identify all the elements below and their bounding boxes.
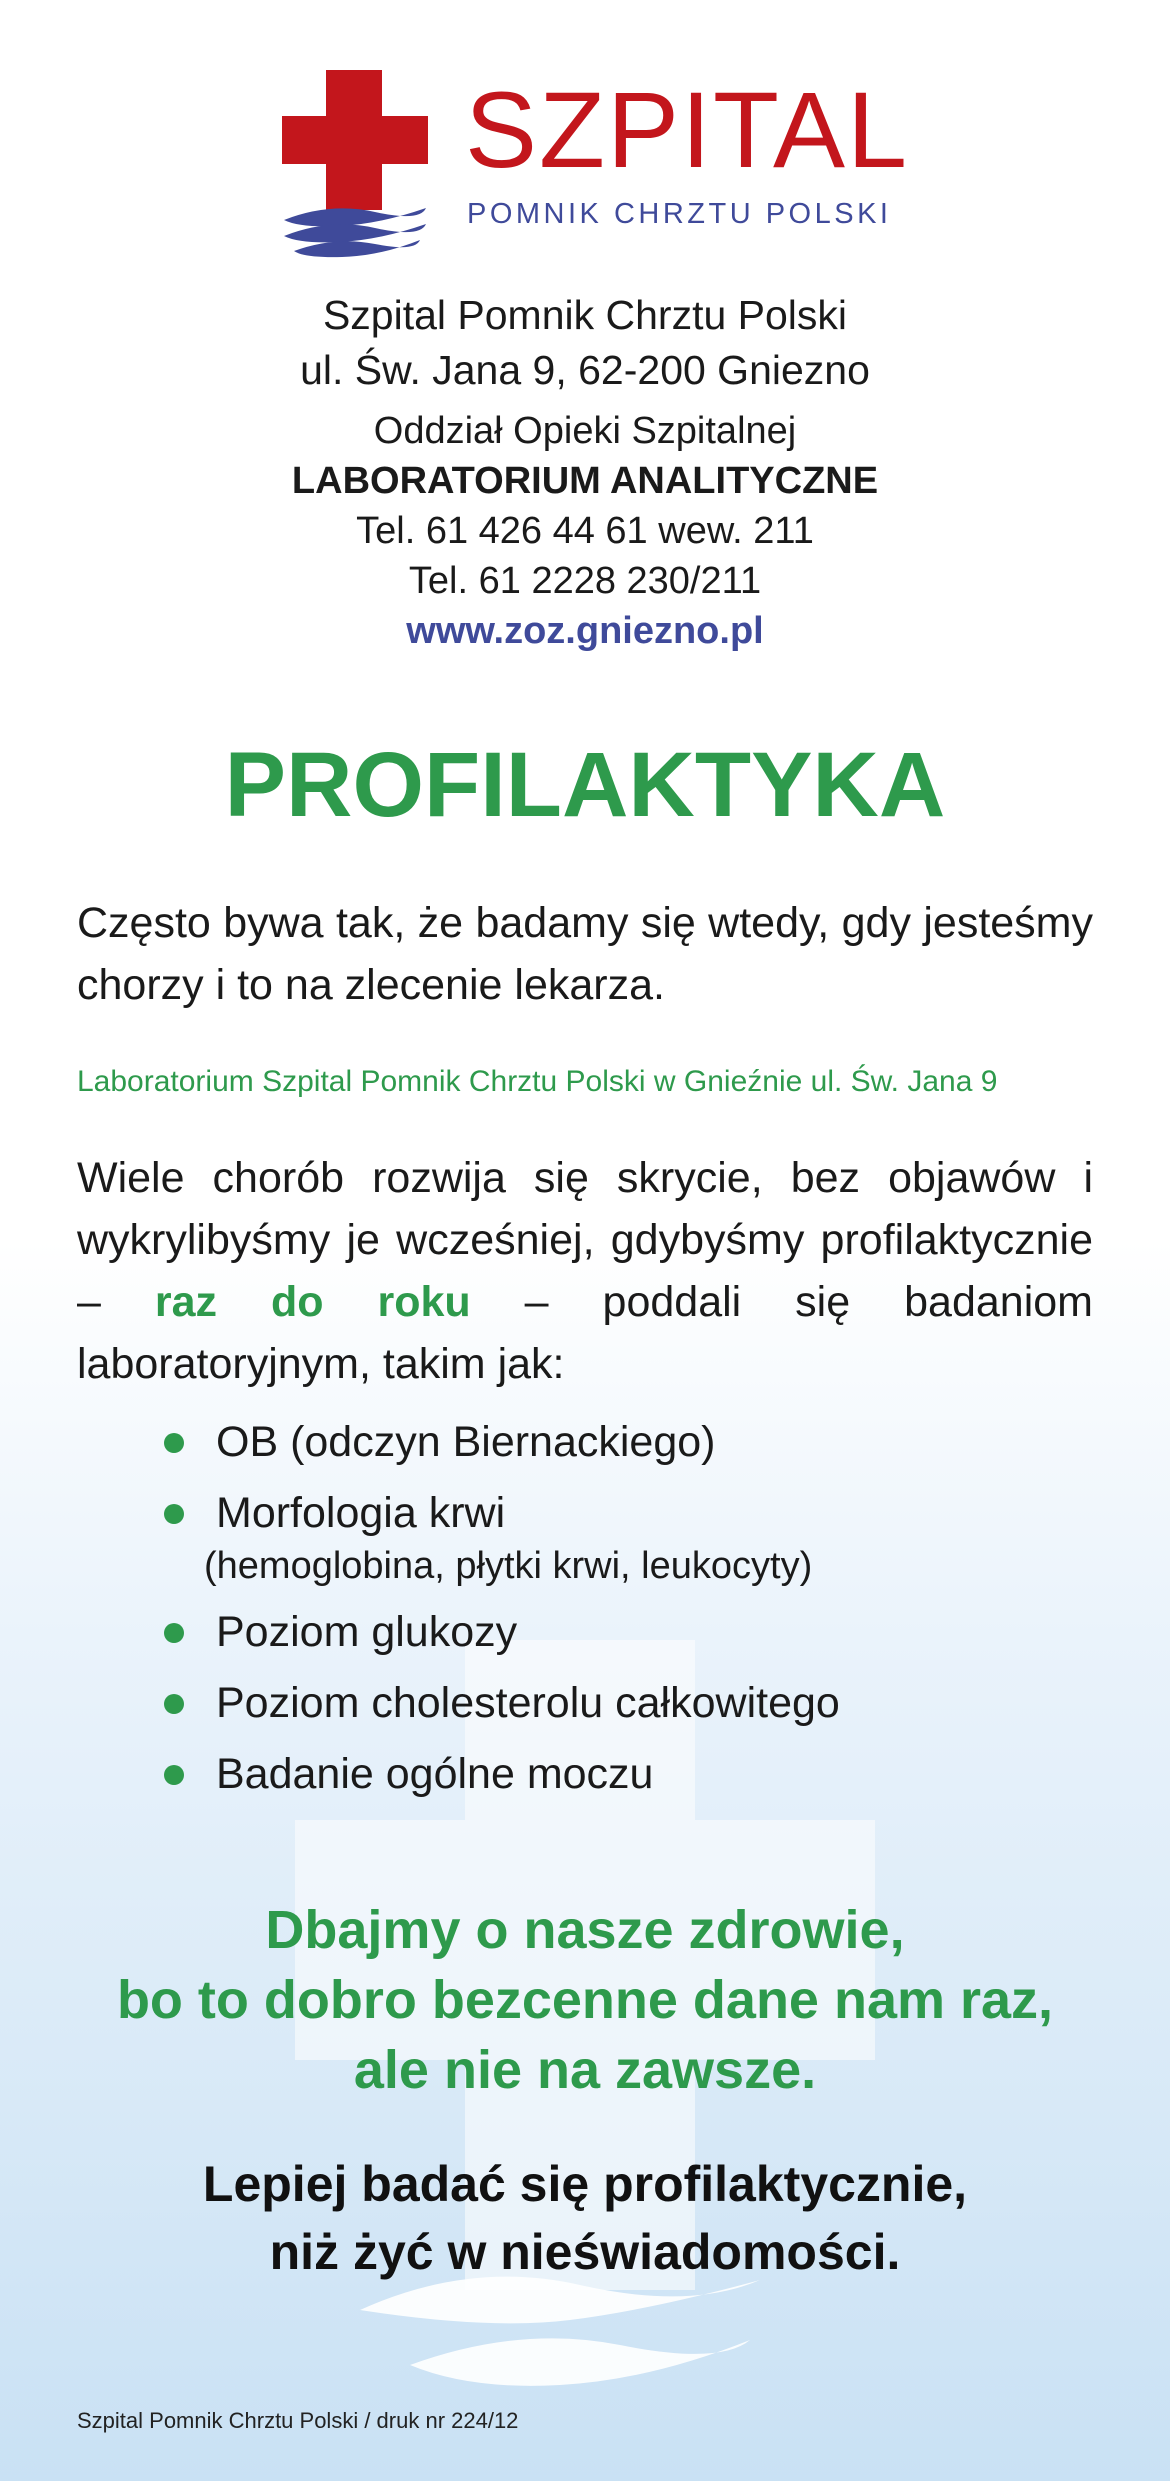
test-label: Badanie ogólne moczu [216,1750,654,1798]
tests-list [160,1412,1060,1815]
phone-2: Tel. 61 2228 230/211 [408,560,762,602]
list-item [160,1412,1060,1472]
slogan [0,1895,1170,2105]
test-label: Poziom glukozy [216,1608,518,1656]
test-label: Poziom cholesterolu całkowitego [216,1679,840,1727]
hospital-logo [280,68,910,258]
bullet-icon [164,1504,184,1524]
closing-message [0,2150,1170,2286]
list-item [160,1483,1060,1591]
hospital-name: Szpital Pomnik Chrztu Polski [322,292,848,338]
lab-caption: Laboratorium Szpital Pomnik Chrztu Polski w Gnieźnie ul. Św. Jana 9 [77,1065,998,1098]
intro-paragraph: Często bywa tak, że badamy się wtedy, gdy jesteśmy chorzy i to na zlecenie lekarza. [77,899,1093,1009]
lab-contact [0,406,1170,656]
slogan-line-1: Dbajmy o nasze zdrowie, [265,1900,905,1960]
website-link[interactable]: www.zoz.gniezno.pl [406,610,764,652]
list-item [160,1744,1060,1804]
test-label: Morfologia krwi [216,1489,506,1537]
list-item [160,1673,1060,1733]
red-cross-icon [280,68,430,258]
test-label: OB (odczyn Biernackiego) [216,1418,716,1466]
hospital-address [0,288,1170,398]
page-title: PROFILAKTYKA [224,734,946,836]
bullet-icon [164,1694,184,1714]
street-address: ul. Św. Jana 9, 62-200 Gniezno [300,347,870,393]
lab-name: LABORATORIUM ANALITYCZNE [291,460,879,502]
department-name: Oddział Opieki Szpitalnej [373,410,797,452]
bullet-icon [164,1765,184,1785]
phone-1: Tel. 61 426 44 61 wew. 211 [356,510,814,552]
slogan-line-2: bo to dobro bezcenne dane nam raz, [116,1970,1054,2030]
logo-title: SZPITAL [465,69,910,190]
body-text-after: – poddali się badaniom laboratoryjnym, takim jak: [77,1278,1093,1388]
slogan-line-3: ale nie na zawsze. [353,2040,817,2100]
body-text-before: Wiele chorób rozwija się skrycie, bez objawów i wykrylibyśmy je wcześniej, gdybyśmy profilaktycznie – [77,1154,1093,1326]
logo-subtitle: POMNIK CHRZTU POLSKI [467,198,892,230]
print-footer: Szpital Pomnik Chrztu Polski / druk nr 224/12 [77,2408,519,2433]
body-paragraph [77,1147,1093,1395]
bullet-icon [164,1623,184,1643]
body-highlight: raz do roku [154,1278,471,1326]
closing-line-1: Lepiej badać się profilaktycznie, [202,2156,968,2212]
closing-line-2: niż żyć w nieświadomości. [269,2224,901,2280]
list-item [160,1602,1060,1662]
test-note: (hemoglobina, płytki krwi, leukocyty) [204,1545,813,1587]
bullet-icon [164,1433,184,1453]
